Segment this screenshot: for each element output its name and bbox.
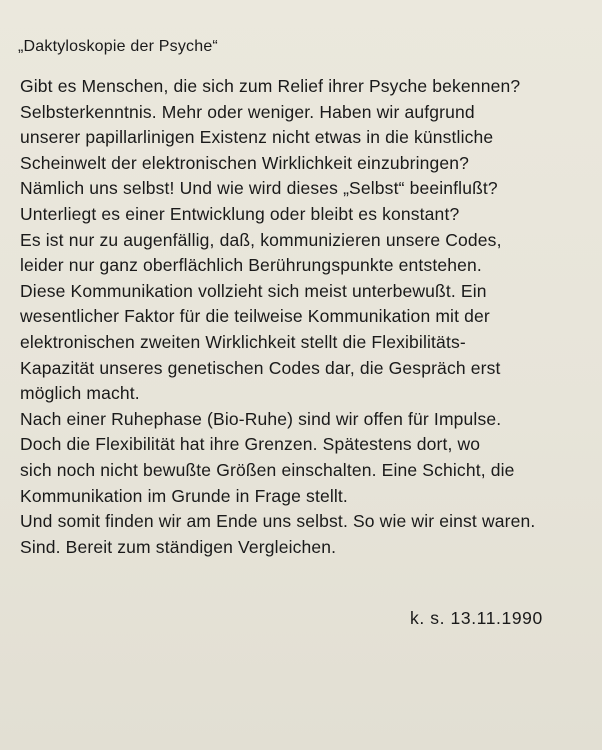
text-line: Selbsterkenntnis. Mehr oder weniger. Haben wir aufgrund xyxy=(20,101,475,122)
text-line: Sind. Bereit zum ständigen Vergleichen. xyxy=(20,536,337,557)
text-line: leider nur ganz oberflächlich Berührungspunkte entstehen. xyxy=(20,255,482,276)
text-line: wesentlicher Faktor für die teilweise Kommunikation mit der xyxy=(20,306,490,327)
text-line: Es ist nur zu augenfällig, daß, kommunizieren unsere Codes, xyxy=(20,229,502,250)
text-line: Und somit finden wir am Ende uns selbst. So wie wir einst waren. xyxy=(20,511,536,532)
text-line: Scheinwelt der elektronischen Wirklichkeit einzubringen? xyxy=(20,152,470,173)
text-line: Kapazität unseres genetischen Codes dar, die Gespräch erst xyxy=(20,357,501,378)
text-line: Kommunikation im Grunde in Frage stellt. xyxy=(20,485,348,506)
text-line: unserer papillarlinigen Existenz nicht etwas in die künstliche xyxy=(20,127,494,148)
text-line: sich noch nicht bewußte Größen einschalten. Eine Schicht, die xyxy=(20,459,515,480)
body-text xyxy=(20,74,595,560)
text-line: Gibt es Menschen, die sich zum Relief ihrer Psyche bekennen? xyxy=(20,76,521,96)
signature-date: k. s. 13.11.1990 xyxy=(410,608,543,628)
text-line: Unterliegt es einer Entwicklung oder bleibt es konstant? xyxy=(20,203,460,224)
text-line: Nämlich uns selbst! Und wie wird dieses „Selbst“ beeinflußt? xyxy=(20,178,498,199)
text-line: Nach einer Ruhephase (Bio-Ruhe) sind wir offen für Impulse. xyxy=(20,408,502,429)
text-line: möglich macht. xyxy=(20,383,140,404)
document-title: „Daktyloskopie der Psyche“ xyxy=(18,38,218,55)
text-line: elektronischen zweiten Wirklichkeit stellt die Flexibilitäts- xyxy=(20,331,466,352)
text-line: Doch die Flexibilität hat ihre Grenzen. Spätestens dort, wo xyxy=(20,434,481,455)
text-line: Diese Kommunikation vollzieht sich meist unterbewußt. Ein xyxy=(20,280,487,301)
